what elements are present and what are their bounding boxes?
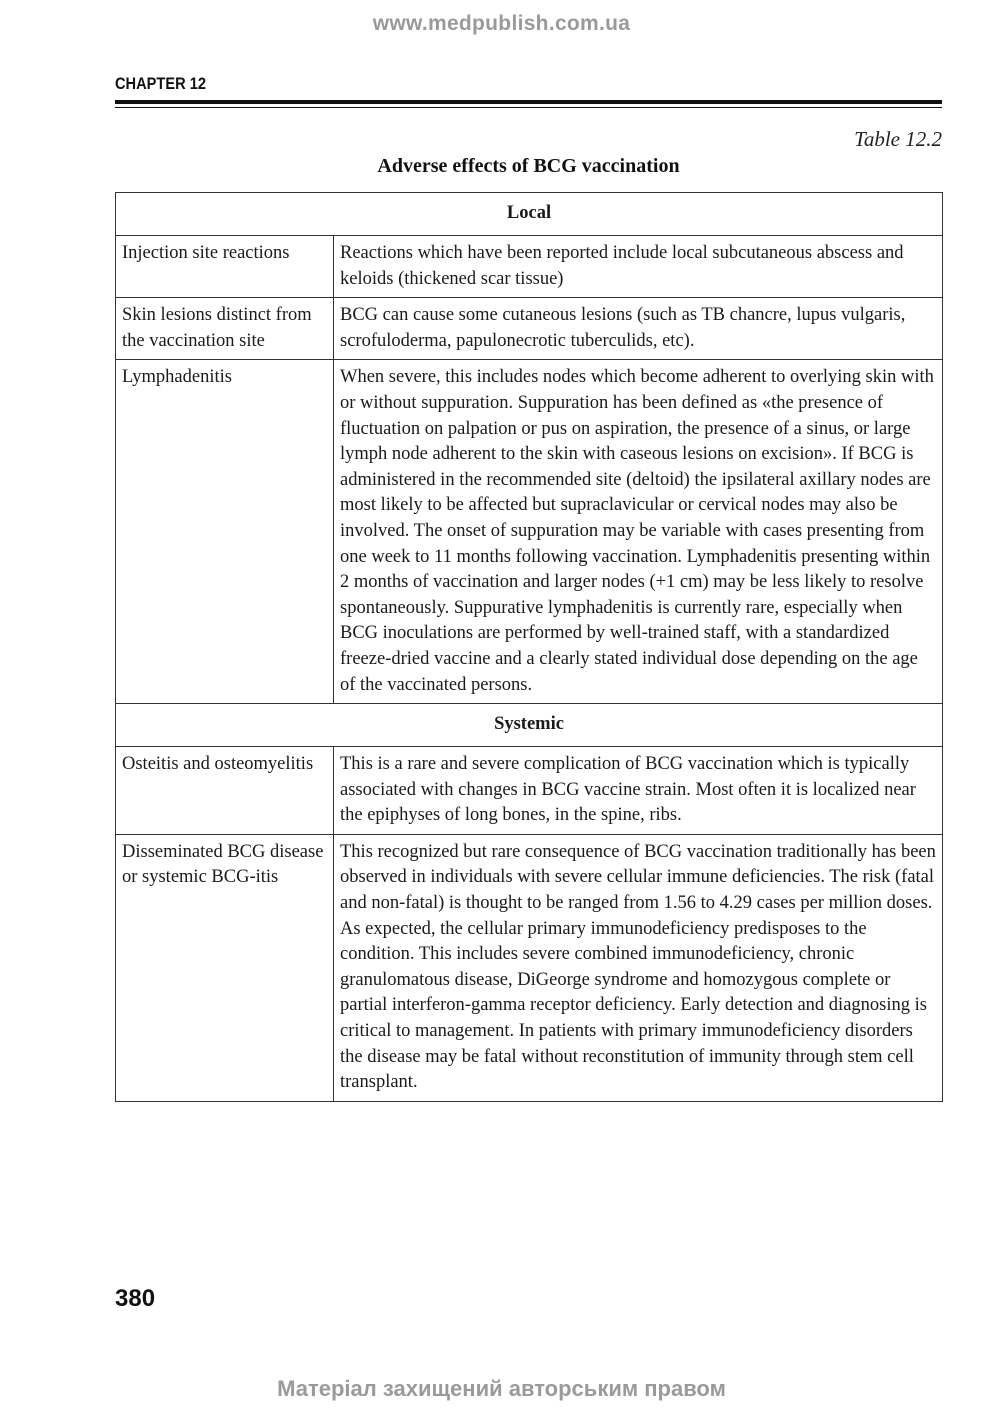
header-rule-thick [115, 100, 942, 104]
description-cell: When severe, this includes nodes which become adherent to overlying skin with or without suppuration. Suppuration has been defined as «the presence of fluctuation on palpation or pus on aspiration, the presence of a sinus, or large lymph node adherent to the skin with caseous lesions on excision». If BCG is administered in the recommended site (deltoid) the ipsilateral axillary nodes are most likely to be affected but supraclavicular or cervical nodes may also be involved. The onset of suppuration may be variable with cases presenting from one week to 11 months following vaccination. Lymphadenitis presenting within 2 months of vaccination and larger nodes (+1 cm) may be less likely to resolve spontaneously. Suppurative lymphadenitis is currently rare, especially when BCG inoculations are performed by well-trained staff, with a standardized freeze-dried vaccine and a clearly stated individual dose depending on the age of the vaccinated persons. [334, 360, 943, 704]
watermark-copyright: Матеріал захищений авторським правом [277, 1376, 726, 1401]
table-row [116, 298, 943, 360]
table-row [116, 236, 943, 298]
description-cell: This recognized but rare consequence of BCG vaccination traditionally has been observed in individuals with severe cellular immune deficiencies. The risk (fatal and non-fatal) is thought to be ranged from 1.56 to 4.29 cases per million doses. As expected, the cellular primary immunodeficiency predisposes to the condition. This includes severe combined immunodeficiency, chronic granulomatous disease, DiGeorge syndrome and homozygous complete or partial interferon-gamma receptor deficiency. Early detection and diagnosing is critical to management. In patients with primary immunodeficiency disorders the disease may be fatal without reconstitution of immunity through stem cell transplant. [334, 834, 943, 1101]
table-row [116, 360, 943, 704]
adverse-effects-table [115, 192, 943, 1102]
section-row-local [116, 193, 943, 236]
header-rule-thin [115, 107, 942, 108]
description-cell: This is a rare and severe complication of BCG vaccination which is typically associated with changes in BCG vaccine strain. Most often it is localized near the epiphyses of long bones, in the spine, ribs. [334, 747, 943, 835]
description-cell: Reactions which have been reported include local subcutaneous abscess and keloids (thickened scar tissue) [334, 236, 943, 298]
effect-cell: Injection site reactions [116, 236, 334, 298]
table-row [116, 834, 943, 1101]
effect-cell: Osteitis and osteomyelitis [116, 747, 334, 835]
page-number: 380 [115, 1285, 156, 1312]
watermark-url: www.medpublish.com.ua [372, 12, 631, 35]
description-cell: BCG can cause some cutaneous lesions (such as TB chancre, lupus vulgaris, scrofuloderma, papulonecrotic tuberculids, etc). [334, 298, 943, 360]
table-title: Adverse effects of BCG vaccination [377, 155, 680, 177]
section-heading-local: Local [116, 193, 943, 236]
table-row [116, 747, 943, 835]
section-heading-systemic: Systemic [116, 704, 943, 747]
section-row-systemic [116, 704, 943, 747]
effect-cell: Skin lesions distinct from the vaccination site [116, 298, 334, 360]
table-number: Table 12.2 [854, 127, 942, 151]
effect-cell: Disseminated BCG disease or systemic BCG-itis [116, 834, 334, 1101]
effect-cell: Lymphadenitis [116, 360, 334, 704]
chapter-heading: CHAPTER 12 [115, 74, 206, 93]
